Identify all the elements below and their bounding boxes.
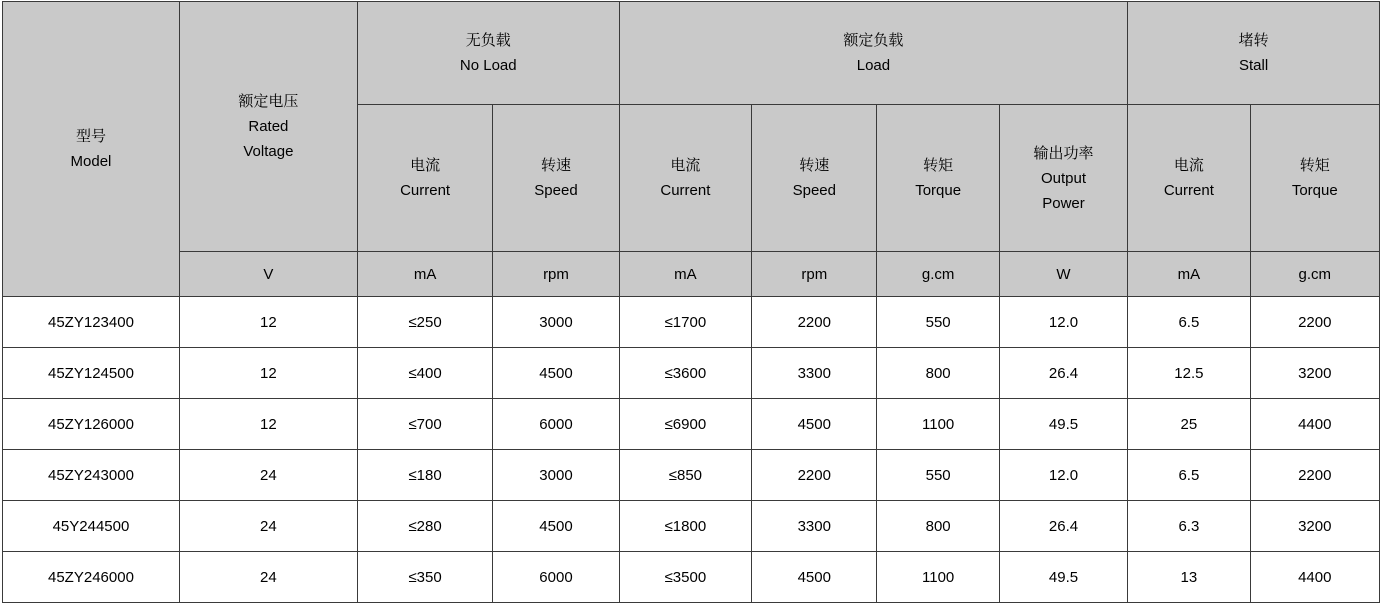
table-row [3, 450, 1380, 501]
unit-stall-current: mA [1128, 252, 1250, 297]
cell-stall-torque: 3200 [1250, 501, 1379, 552]
cell-load-speed: 3300 [752, 348, 877, 399]
cell-load-current: ≤3500 [619, 552, 751, 603]
cell-stall-current: 6.5 [1128, 297, 1250, 348]
cell-load-current: ≤6900 [619, 399, 751, 450]
header-no-load-current: 电流 Current [357, 105, 492, 252]
cell-output-power: 12.0 [999, 450, 1127, 501]
cell-output-power: 26.4 [999, 501, 1127, 552]
cell-model: 45Y244500 [3, 501, 180, 552]
cell-voltage: 12 [179, 297, 357, 348]
cell-stall-torque: 4400 [1250, 399, 1379, 450]
cell-stall-current: 12.5 [1128, 348, 1250, 399]
cell-load-torque: 1100 [877, 399, 999, 450]
table-row [3, 348, 1380, 399]
cell-output-power: 49.5 [999, 552, 1127, 603]
unit-voltage: V [179, 252, 357, 297]
cell-load-speed: 2200 [752, 450, 877, 501]
cell-no-load-speed: 4500 [493, 348, 619, 399]
cell-load-current: ≤1700 [619, 297, 751, 348]
cell-no-load-speed: 3000 [493, 297, 619, 348]
unit-stall-torque: g.cm [1250, 252, 1379, 297]
cell-voltage: 24 [179, 552, 357, 603]
unit-load-current: mA [619, 252, 751, 297]
header-load: 额定负载 Load [619, 2, 1128, 105]
cell-load-speed: 3300 [752, 501, 877, 552]
cell-load-speed: 4500 [752, 399, 877, 450]
table-row [3, 297, 1380, 348]
cell-no-load-current: ≤700 [357, 399, 492, 450]
unit-load-speed: rpm [752, 252, 877, 297]
header-load-speed: 转速 Speed [752, 105, 877, 252]
cell-model: 45ZY246000 [3, 552, 180, 603]
cell-model: 45ZY124500 [3, 348, 180, 399]
cell-no-load-current: ≤250 [357, 297, 492, 348]
header-stall: 堵转 Stall [1128, 2, 1380, 105]
cell-stall-torque: 4400 [1250, 552, 1379, 603]
cell-no-load-speed: 3000 [493, 450, 619, 501]
cell-stall-torque: 2200 [1250, 297, 1379, 348]
header-stall-torque: 转矩 Torque [1250, 105, 1379, 252]
cell-voltage: 12 [179, 348, 357, 399]
cell-load-current: ≤1800 [619, 501, 751, 552]
cell-output-power: 49.5 [999, 399, 1127, 450]
cell-no-load-current: ≤280 [357, 501, 492, 552]
table-header-unit-row [3, 252, 1380, 297]
cell-load-current: ≤850 [619, 450, 751, 501]
cell-voltage: 24 [179, 450, 357, 501]
cell-load-torque: 550 [877, 297, 999, 348]
cell-no-load-current: ≤350 [357, 552, 492, 603]
cell-no-load-speed: 6000 [493, 552, 619, 603]
cell-voltage: 24 [179, 501, 357, 552]
cell-model: 45ZY243000 [3, 450, 180, 501]
unit-no-load-current: mA [357, 252, 492, 297]
unit-no-load-speed: rpm [493, 252, 619, 297]
table-row [3, 552, 1380, 603]
cell-stall-torque: 3200 [1250, 348, 1379, 399]
header-no-load-speed: 转速 Speed [493, 105, 619, 252]
cell-output-power: 26.4 [999, 348, 1127, 399]
cell-stall-current: 25 [1128, 399, 1250, 450]
cell-model: 45ZY123400 [3, 297, 180, 348]
cell-voltage: 12 [179, 399, 357, 450]
header-output-power: 输出功率 Output Power [999, 105, 1127, 252]
cell-load-torque: 800 [877, 348, 999, 399]
cell-load-torque: 1100 [877, 552, 999, 603]
header-load-current: 电流 Current [619, 105, 751, 252]
cell-stall-torque: 2200 [1250, 450, 1379, 501]
table-row [3, 399, 1380, 450]
cell-stall-current: 6.5 [1128, 450, 1250, 501]
cell-stall-current: 6.3 [1128, 501, 1250, 552]
header-stall-current: 电流 Current [1128, 105, 1250, 252]
header-rated-voltage: 额定电压 Rated Voltage [179, 2, 357, 252]
unit-load-torque: g.cm [877, 252, 999, 297]
header-load-torque: 转矩 Torque [877, 105, 999, 252]
cell-load-current: ≤3600 [619, 348, 751, 399]
cell-load-torque: 800 [877, 501, 999, 552]
motor-specification-table [2, 1, 1380, 603]
cell-load-speed: 4500 [752, 552, 877, 603]
cell-no-load-speed: 6000 [493, 399, 619, 450]
unit-output-power: W [999, 252, 1127, 297]
header-model: 型号 Model [3, 2, 180, 297]
table-header-group-row [3, 2, 1380, 105]
cell-load-torque: 550 [877, 450, 999, 501]
cell-no-load-current: ≤180 [357, 450, 492, 501]
cell-model: 45ZY126000 [3, 399, 180, 450]
cell-output-power: 12.0 [999, 297, 1127, 348]
cell-stall-current: 13 [1128, 552, 1250, 603]
cell-load-speed: 2200 [752, 297, 877, 348]
header-no-load: 无负载 No Load [357, 2, 619, 105]
cell-no-load-speed: 4500 [493, 501, 619, 552]
cell-no-load-current: ≤400 [357, 348, 492, 399]
